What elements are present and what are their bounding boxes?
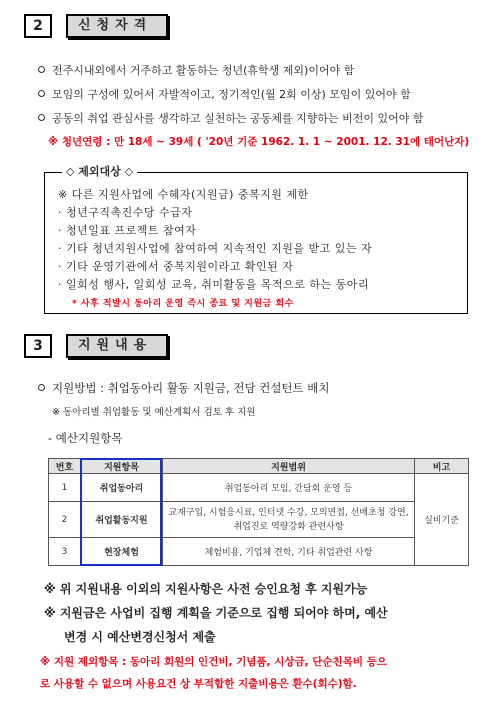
row-scope: 교재구입, 시험응시료, 인터넷 수강, 모의면접, 선배초청 강연, 취업진로 역량강화 관련사항 bbox=[163, 502, 415, 538]
excluded-items-note-1: ※ 지원 제외항목 : 동아리 회원의 인건비, 기념품, 시상금, 단순친목비 등으 bbox=[40, 656, 387, 668]
col-header-item: 지원항목 bbox=[81, 459, 163, 474]
exclusion-warning: * 사후 적발시 동아리 운영 즉시 종료 및 지원금 회수 bbox=[72, 299, 294, 309]
excluded-items-note-2: 로 사용할 수 없으며 사용요건 상 부적합한 지출비용은 환수(회수)함. bbox=[40, 678, 357, 690]
age-note: ※ 청년연령 : 만 18세 ~ 39세 ( '20년 기준 1962. 1. 1 ~ 2001. 12. 31에 태어난자) bbox=[48, 136, 470, 148]
section-3-title: 지원내용 bbox=[66, 334, 168, 358]
qualification-vision: 공동의 취업 관심사를 생각하고 실천하는 공동체를 지향하는 비전이 있어야 함 bbox=[52, 112, 424, 125]
prior-approval-note: ※ 위 지원내용 이외의 지원사항은 사전 승인요청 후 지원가능 bbox=[44, 582, 368, 596]
col-header-scope: 지원범위 bbox=[163, 459, 415, 474]
bullet-icon bbox=[38, 384, 45, 391]
budget-table bbox=[48, 458, 469, 566]
table-row bbox=[49, 502, 469, 538]
section-2-number: 2 bbox=[24, 14, 52, 38]
section-3-number: 3 bbox=[24, 334, 52, 358]
exclusion-title: ◇ 제외대상 ◇ bbox=[62, 163, 137, 179]
exclusion-item: · 청년일표 프로젝트 참여자 bbox=[58, 224, 197, 237]
table-row bbox=[49, 538, 469, 566]
row-item: 취업동아리 bbox=[81, 474, 163, 502]
row-scope: 체험비용, 기업체 견학, 기타 취업관련 사항 bbox=[163, 538, 415, 566]
section-2-title: 신청자격 bbox=[66, 14, 168, 38]
bullet-icon bbox=[38, 66, 45, 73]
row-no: 3 bbox=[49, 538, 81, 566]
exclusion-item: · 기타 운영기관에서 중복지원이라고 확인된 자 bbox=[58, 260, 294, 273]
row-item: 현장체험 bbox=[81, 538, 163, 566]
support-method: 지원방법 : 취업동아리 활동 지원금, 전담 컨설턴트 배치 bbox=[52, 381, 330, 395]
row-no: 1 bbox=[49, 474, 81, 502]
col-header-remark: 비고 bbox=[415, 459, 469, 474]
bullet-icon bbox=[38, 90, 45, 97]
row-item: 취업활동지원 bbox=[81, 502, 163, 538]
exclusion-item: · 청년구직촉진수당 수급자 bbox=[58, 206, 193, 219]
row-no: 2 bbox=[49, 502, 81, 538]
bullet-icon bbox=[38, 114, 45, 121]
table-row bbox=[49, 474, 469, 502]
support-method-note: ※ 동아리별 취업활동 및 예산계획서 검토 후 지원 bbox=[52, 407, 256, 418]
budget-plan-note: ※ 지원금은 사업비 집행 계획을 기준으로 집행 되어야 하며, 예산 bbox=[44, 606, 388, 620]
col-header-no: 번호 bbox=[49, 459, 81, 474]
exclusion-item: · 일회성 행사, 일회성 교육, 취미활동을 목적으로 하는 동아리 bbox=[58, 278, 369, 291]
row-remark: 실비기준 bbox=[415, 474, 469, 566]
qualification-residence: 전주시내외에서 거주하고 활동하는 청년(휴학생 제외)이어야 함 bbox=[52, 64, 355, 77]
exclusion-item: · 기타 청년지원사업에 참여하여 지속적인 지원을 받고 있는 자 bbox=[58, 242, 373, 255]
budget-heading: - 예산지원항목 bbox=[48, 431, 123, 445]
exclusion-intro: ※ 다른 지원사업에 수혜자(지원금) 중복지원 제한 bbox=[58, 188, 309, 201]
qualification-meeting: 모임의 구성에 있어서 자발적이고, 정기적인(월 2회 이상) 모임이 있어야 함 bbox=[52, 88, 411, 101]
row-scope: 취업동아리 모임, 간담회 운영 등 bbox=[163, 474, 415, 502]
budget-change-note: 변경 시 예산변경신청서 제출 bbox=[64, 630, 216, 644]
